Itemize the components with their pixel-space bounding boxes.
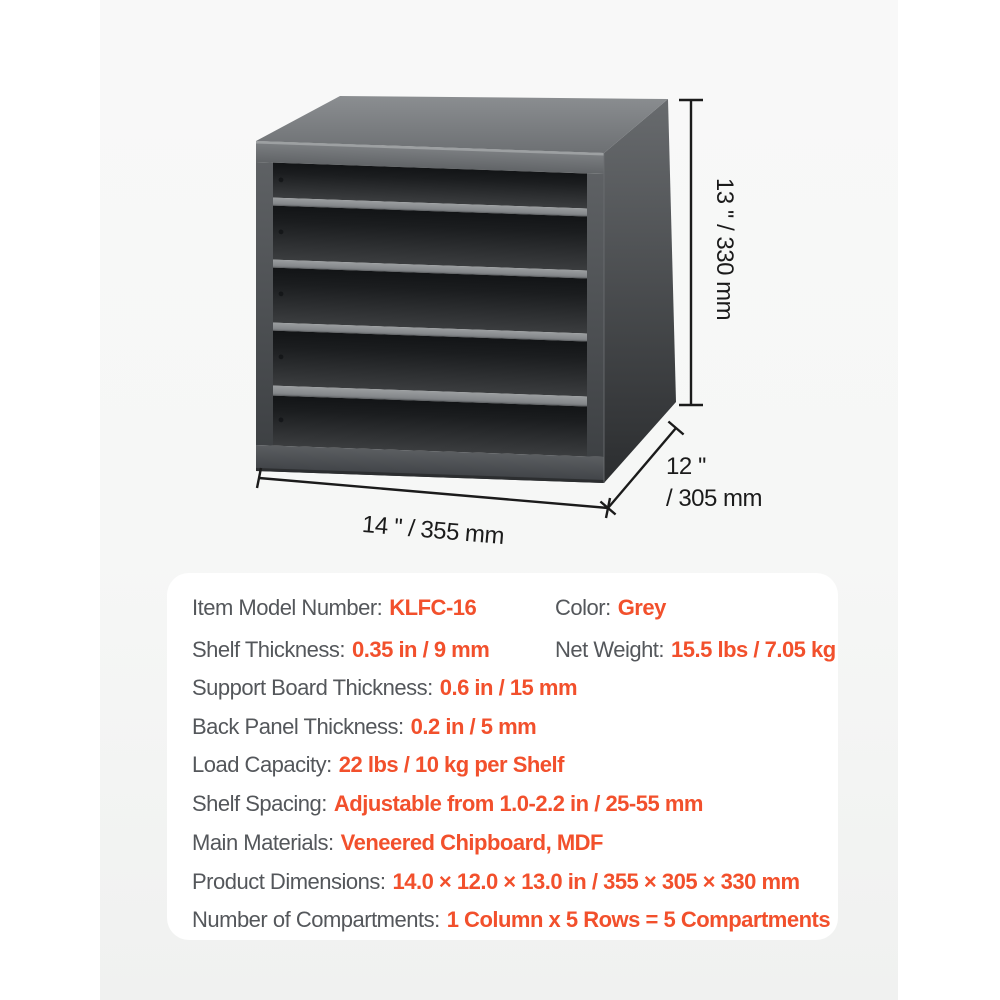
- spec-label: Number of Compartments:: [192, 907, 440, 932]
- spec-value: 0.2 in / 5 mm: [410, 714, 537, 739]
- left-stile: [256, 162, 273, 446]
- spec-row-product-dimensions: [192, 868, 800, 896]
- spec-row-shelf-spacing: [192, 790, 703, 818]
- spec-row-color: [555, 594, 666, 622]
- spec-row-support-board-thickness: [192, 674, 577, 702]
- spec-label: Support Board Thickness:: [192, 675, 433, 700]
- spec-value: KLFC-16: [389, 595, 477, 620]
- spec-panel: [167, 573, 838, 940]
- spec-value: Veneered Chipboard, MDF: [340, 830, 603, 855]
- spec-value: 14.0 × 12.0 × 13.0 in / 355 × 305 × 330 mm: [392, 869, 800, 894]
- spec-value: 0.6 in / 15 mm: [439, 675, 578, 700]
- spec-value: 0.35 in / 9 mm: [352, 637, 490, 662]
- depth-label-line2: / 305 mm: [666, 485, 763, 512]
- spec-label: Shelf Spacing:: [192, 791, 327, 816]
- spec-label: Net Weight:: [555, 637, 665, 662]
- spec-row-back-panel-thickness: [192, 713, 536, 741]
- spec-row-shelf-thickness: [192, 636, 489, 664]
- depth-label-line1: 12 '': [666, 453, 707, 480]
- spec-value: Grey: [617, 595, 666, 620]
- spec-label: Shelf Thickness:: [192, 637, 346, 662]
- spec-label: Back Panel Thickness:: [192, 714, 404, 739]
- spec-label: Main Materials:: [192, 830, 334, 855]
- spec-value: Adjustable from 1.0-2.2 in / 25-55 mm: [333, 791, 703, 816]
- cabinet-side-face: [604, 99, 676, 483]
- spec-value: 22 lbs / 10 kg per Shelf: [338, 752, 564, 777]
- height-dimension-line: [679, 100, 703, 405]
- spec-label: Item Model Number:: [192, 595, 383, 620]
- compartment-4: [273, 331, 587, 397]
- spec-row-load-capacity: [192, 751, 564, 779]
- cabinet-front-face: [256, 141, 604, 483]
- depth-dimension-label: [666, 451, 762, 515]
- compartment-3: [273, 268, 587, 334]
- spec-label: Load Capacity:: [192, 752, 332, 777]
- compartment-2: [273, 206, 587, 271]
- spec-value: 1 Column x 5 Rows = 5 Compartments: [446, 907, 831, 932]
- spec-row-item-model-number: [192, 594, 476, 622]
- spec-label: Color:: [555, 595, 611, 620]
- spec-row-number-of-compartments: [192, 906, 830, 934]
- width-dimension-label: 14 '' / 355 mm: [361, 510, 506, 551]
- height-dimension-label: 13 '' / 330 mm: [711, 177, 738, 321]
- spec-label: Product Dimensions:: [192, 869, 386, 894]
- right-stile: [587, 173, 604, 457]
- spec-value: 15.5 lbs / 7.05 kg: [671, 637, 836, 662]
- spec-row-net-weight: [555, 636, 836, 664]
- spec-row-main-materials: [192, 829, 603, 857]
